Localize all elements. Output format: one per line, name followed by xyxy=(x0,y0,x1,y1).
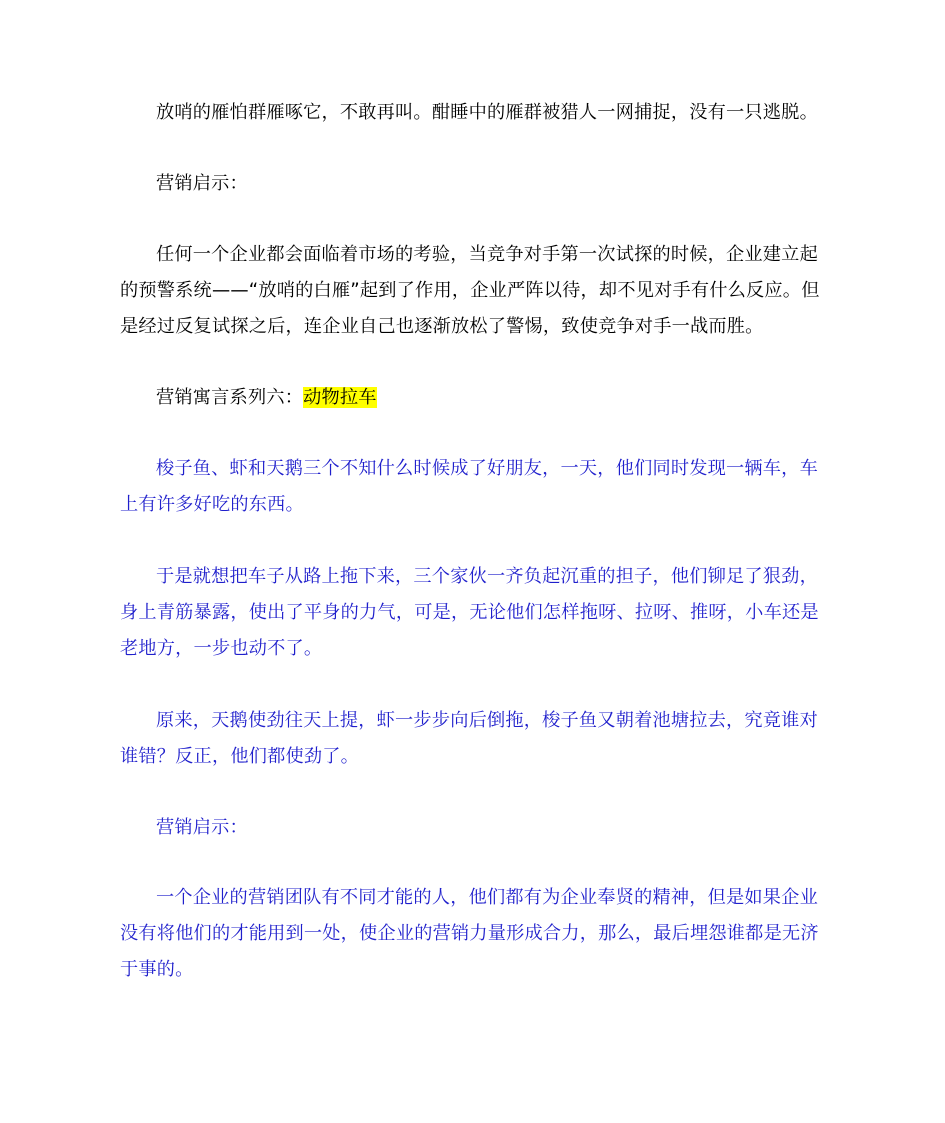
section-heading-fable-six xyxy=(120,380,830,416)
paragraph-marketing-insight-1: 任何一个企业都会面临着市场的考验，当竞争对手第一次试探的时候，企业建立起的预警系统——“放哨的白雁”起到了作用，企业严阵以待，却不见对手有什么反应。但是经过反复试探之后，连企业自己也逐渐放松了警惕，致使竞争对手一战而胜。 xyxy=(120,244,820,337)
paragraph-fable-intro: 梭子鱼、虾和天鹅三个不知什么时候成了好朋友，一天，他们同时发现一辆车，车上有许多好吃的东西。 xyxy=(120,458,818,515)
highlighted-section-title: 动物拉车 xyxy=(303,387,377,408)
paragraph-marketing-insight-2: 一个企业的营销团队有不同才能的人，他们都有为企业奉贤的精神，但是如果企业没有将他们的才能用到一处，使企业的营销力量形成合力，那么，最后埋怨谁都是无济于事的。 xyxy=(120,887,819,980)
paragraph-fable-effort: 于是就想把车子从路上拖下来，三个家伙一齐负起沉重的担子，他们铆足了狠劲，身上青筋暴露，使出了平身的力气，可是，无论他们怎样拖呀、拉呀、推呀，小车还是老地方，一步也动不了。 xyxy=(120,566,819,659)
paragraph-marketing-insight-heading-2: 营销启示： xyxy=(156,817,248,838)
paragraph-fable-explanation: 原来，天鹅使劲往天上提，虾一步步向后倒拖，梭子鱼又朝着池塘拉去，究竟谁对谁错？反正，他们都使劲了。 xyxy=(120,710,818,767)
section-heading-prefix: 营销寓言系列六： xyxy=(156,387,304,408)
paragraph-goose-ending: 放哨的雁怕群雁啄它，不敢再叫。酣睡中的雁群被猎人一网捕捉，没有一只逃脱。 xyxy=(156,102,818,123)
paragraph-marketing-insight-heading-1: 营销启示： xyxy=(156,173,248,194)
